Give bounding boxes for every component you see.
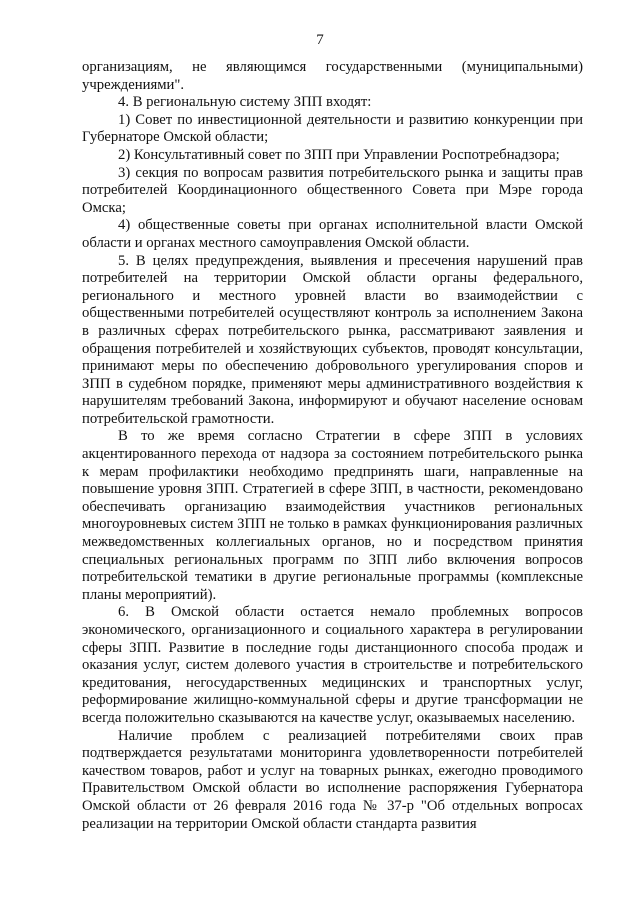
list-item-2: 2) Консультативный совет по ЗПП при Управлении Роспотребнадзора; — [118, 146, 560, 163]
paragraph-monitoring: Наличие проблем с реализацией потребителями своих прав подтверждается результатами мониторинга удовлетворенности потребителей качеством товаров, работ и услуг на товарных рынках, ежегодно проводимого Правительством Омской области во исполнение распоряжения Губернатора Омской области от 26 февраля 2016 года № 37-р "Об отдельных вопросах реализации на территории Омской области стандарта развития — [82, 727, 583, 832]
paragraph-section-4-heading: 4. В региональную систему ЗПП входят: — [118, 94, 372, 111]
page-number: 7 — [316, 32, 324, 48]
paragraph-section-6: 6. В Омской области остается немало проблемных вопросов экономического, организационного и социального характера в регулировании сферы ЗПП. Развитие в последние годы дистанционного способа продаж и оказания услуг, систем долевого участия в строительстве и потребительского кредитования, негосударственных медицинских и транспортных услуг, реформирование жилищно-коммунальной сферы и другие трансформации не всегда положительно сказываются на качестве услуг, оказываемых населению. — [82, 604, 583, 726]
paragraph-continuation: организациям, не являющимся государственными (муниципальными) учреждениями". — [82, 59, 583, 93]
list-item-1: 1) Совет по инвестиционной деятельности и развитию конкуренции при Губернаторе Омской области; — [82, 111, 583, 146]
list-item-4: 4) общественные советы при органах исполнительной власти Омской области и органах местного самоуправления Омской области. — [82, 217, 583, 251]
list-item-3: 3) секция по вопросам развития потребительского рынка и защиты прав потребителей Координационного общественного Совета при Мэре города Омска; — [82, 164, 583, 216]
document-body — [82, 59, 583, 833]
paragraph-strategy: В то же время согласно Стратегии в сфере ЗПП в условиях акцентированного перехода от надзора за состоянием потребительского рынка к мерам профилактики необходимо предпринять шаги, направленные на повышение уровня ЗПП. Стратегией в сфере ЗПП, в частности, рекомендовано обеспечивать организацию взаимодействия участников региональных многоуровневых систем ЗПП не только в рамках функционирования различных межведомственных коллегиальных органов, но и посредством принятия специальных региональных программ по ЗПП либо включения вопросов потребительской тематики в другие региональные программы (комплексные планы мероприятий). — [82, 428, 583, 603]
paragraph-section-5: 5. В целях предупреждения, выявления и пресечения нарушений прав потребителей на территории Омской области органы федерального, регионального и местного уровней власти во взаимодействии с общественными потребителей осуществляют контроль за исполнением Закона в различных сферах потребительского рынка, рассматривают заявления и обращения потребителей и хозяйствующих субъектов, проводят консультации, принимают меры по обеспечению добровольного урегулирования споров и ЗПП в судебном порядке, применяют меры административного воздействия к нарушителям требований Закона, информируют и обучают население основам потребительской грамотности. — [82, 252, 583, 427]
